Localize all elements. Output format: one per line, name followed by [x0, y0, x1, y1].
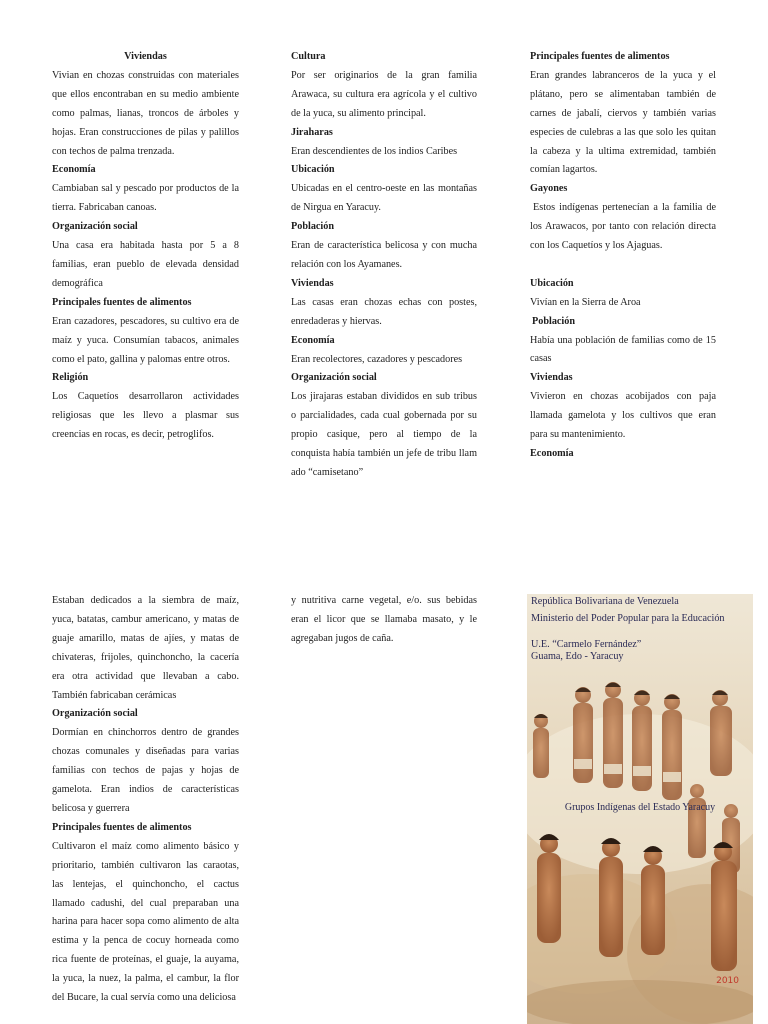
paragraph-fuentes: Eran grandes labranceros de la yuca y el plátano, pero se alimentaban también de carnes de jabalí, ciervos y también varias especies de culebras a las que solo les quitan la cabeza y la ultima extremidad, también comían lagartos. [530, 69, 716, 176]
heading-religion: Religión [52, 372, 89, 384]
heading-viviendas: Viviendas [124, 51, 167, 62]
heading-organizacion: Organización social [52, 221, 138, 233]
spacer [530, 256, 716, 275]
column-3 [530, 48, 716, 464]
heading-organizacion: Organización social [291, 372, 377, 384]
paragraph-fuentes: Eran cazadores, pescadores, su cultivo era de maíz y yuca. Consumían tabacos, animales como el pato, gallina y palomas entre otros. [52, 315, 239, 365]
heading-ubicacion: Ubicación [530, 277, 574, 289]
paragraph-religion: Los Caquetíos desarrollaron actividades religiosas que les llevo a plasmar sus creencias en rocas, es decir, petroglifos. [52, 391, 239, 441]
cover-location: Guama, Edo - Yaracuy [531, 651, 624, 662]
paragraph-cultura: Por ser originarios de la gran familia Arawaca, su cultura era agrícola y el cultivo de la yuca, su alimento principal. [291, 69, 477, 119]
paragraph-economia: Cambiaban sal y pescado por productos de la tierra. Fabricaban canoas. [52, 183, 239, 214]
column-4 [52, 592, 239, 1008]
paragraph-viviendas: Las casas eran chozas echas con postes, enredaderas y hiervas. [291, 296, 477, 327]
paragraph-economia: Eran recolectores, cazadores y pescadores [291, 353, 463, 365]
heading-economia: Economía [52, 164, 96, 176]
paragraph-organizacion: Una casa era habitada hasta por 5 a 8 familias, eran pueblo de elevada densidad demográfica [52, 240, 239, 289]
cover-title: Grupos Indígenas del Estado Yaracuy [564, 802, 716, 813]
paragraph-poblacion: Había una población de familias como de 15 casas [530, 334, 716, 365]
paragraph-jirajaras: Eran descendientes de los indios Caribes [291, 145, 458, 157]
column-1 [52, 48, 239, 445]
paragraph-ubicacion: Ubicadas en el centro-oeste en las montañas de Nirgua en Yaracuy. [291, 183, 477, 214]
heading-fuentes: Principales fuentes de alimentos [52, 821, 192, 833]
paragraph-gayones: Estos indígenas pertenecían a la familia de los Arawacos, por tanto con relación directa con los Caquetíos y los Ajaguas. [530, 202, 716, 252]
heading-economia: Economía [291, 334, 335, 346]
cover-date-stamp: 2010 [716, 976, 739, 986]
column-2 [291, 48, 477, 483]
column-5 [291, 592, 477, 649]
cover-republica: República Bolivariana de Venezuela [531, 596, 679, 607]
paragraph-fuentes: Cultivaron el maíz como alimento básico y prioritario, también cultivaron las caraotas, las lentejas, el quinchoncho, el cactus llamado cadushi, del cual preparaban una harina para hacer sopa como alimento de alta estima y la penca de cocuy horneada como rica fuente de proteínas, el guaje, la auyama, la yuca, la nuez, la palma, el cambur, la flor del Bucare, la cual servía como una deliciosa [52, 840, 239, 1004]
heading-poblacion: Población [532, 315, 576, 327]
cover-panel [527, 594, 753, 1024]
paragraph-poblacion: Eran de característica belicosa y con mucha relación con los Ayamanes. [291, 240, 477, 270]
heading-cultura: Cultura [291, 51, 326, 62]
heading-fuentes: Principales fuentes de alimentos [530, 51, 670, 62]
paragraph-viviendas: Vivieron en chozas acobijados con paja llamada gamelota y los cultivos que eran para su mantenimiento. [530, 391, 716, 441]
heading-poblacion: Población [291, 221, 335, 233]
paragraph-ubicacion: Vivían en la Sierra de Aroa [530, 296, 641, 308]
paragraph-organizacion: Dormían en chinchorros dentro de grandes chozas comunales y diseñadas para varias familias con techos de pajas y hojas de gamelota. Eran indios de características belicosa y guerrera [52, 727, 239, 814]
paragraph-economia: Estaban dedicados a la siembra de maíz, yuca, batatas, cambur americano, y matas de guaje amarillo, matas de ajíes, y matas de chivateras, frijoles, quinchoncho, la cacería era otra actividad que llevaban a cabo. También fabricaban cerámicas [52, 595, 239, 701]
cover-ministerio: Ministerio del Poder Popular para la Educación [531, 613, 725, 624]
heading-viviendas: Viviendas [530, 372, 573, 384]
paragraph-fuentes-continued: y nutritiva carne vegetal, e/o. sus bebidas eran el licor que se llamaba masato, y le agregaban jugos de caña. [291, 595, 477, 644]
heading-gayones: Gayones [530, 183, 568, 195]
heading-economia: Economía [530, 448, 574, 460]
cover-school: U.E. “Carmelo Fernández” [531, 639, 642, 650]
paragraph-viviendas: Vivian en chozas construidas con materiales que ellos encontraban en su medio ambiente como palmas, lianas, troncos de árboles y hojas. Eran construcciones de pilas y palillos con techos de palma trenzada. [52, 69, 239, 157]
heading-jirajaras: Jiraharas [291, 126, 333, 138]
heading-fuentes: Principales fuentes de alimentos [52, 296, 192, 308]
paragraph-organizacion: Los jirajaras estaban divididos en sub tribus o parcialidades, cada cual gobernada por su propio casique, pero al tiempo de la conquista había también un jefe de tribu llam ado “camisetano” [291, 391, 477, 478]
heading-ubicacion: Ubicación [291, 164, 335, 176]
heading-organizacion: Organización social [52, 708, 138, 720]
heading-viviendas: Viviendas [291, 277, 334, 289]
